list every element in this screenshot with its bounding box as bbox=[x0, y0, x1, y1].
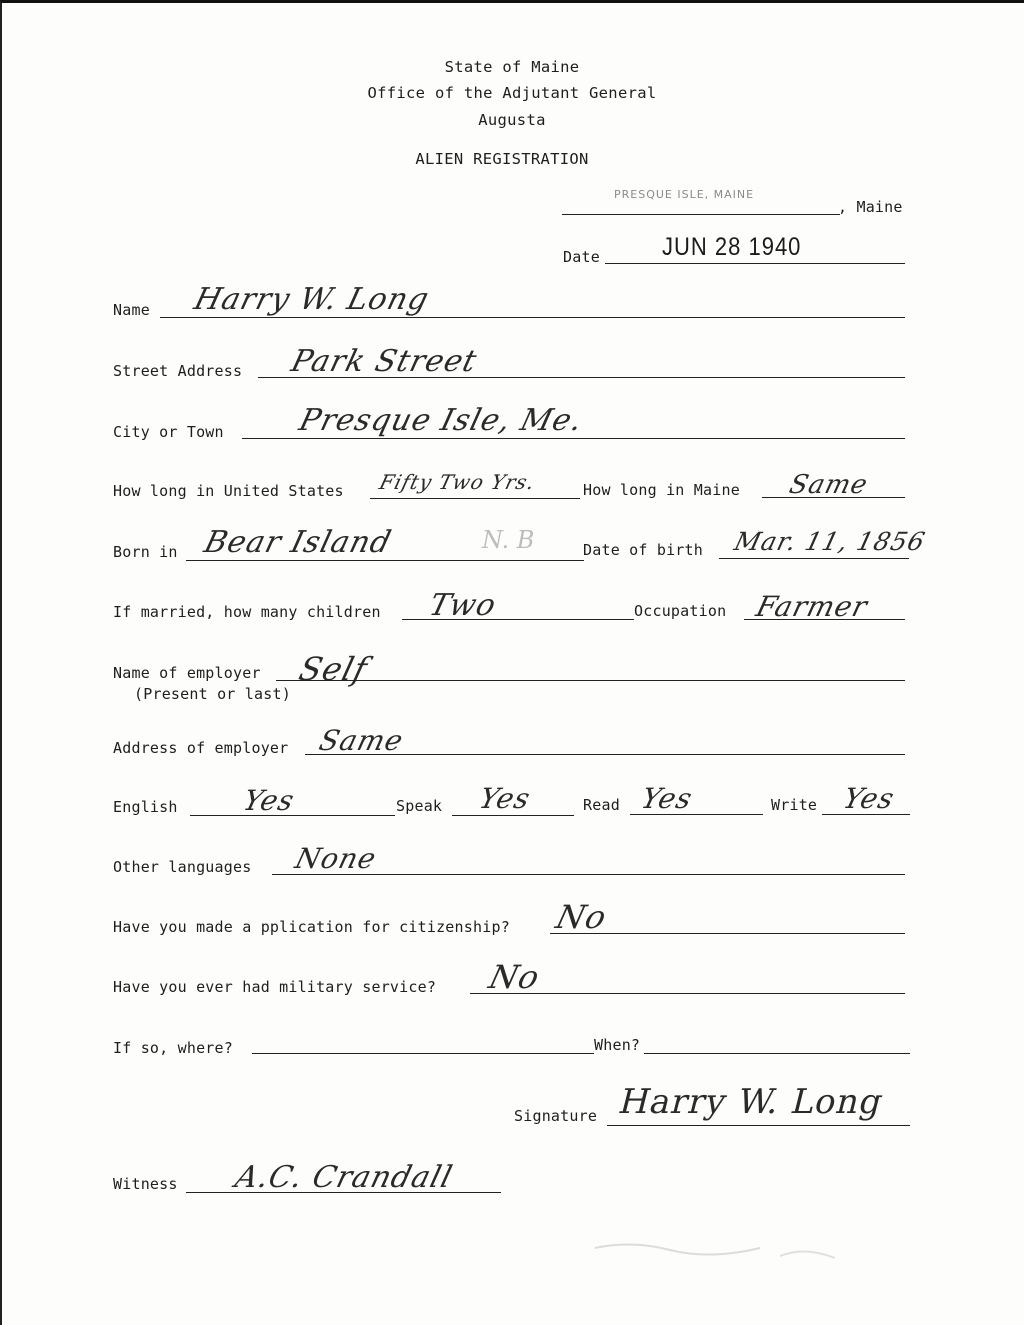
employer-value: Self bbox=[295, 650, 372, 688]
citizenship-value: No bbox=[552, 898, 612, 936]
how-long-maine-line bbox=[762, 497, 905, 498]
city-label: City or Town bbox=[113, 423, 224, 441]
how-long-us-line bbox=[370, 498, 580, 499]
dob-label: Date of birth bbox=[583, 541, 703, 559]
signature-line bbox=[607, 1125, 910, 1126]
place-suffix: , Maine bbox=[838, 198, 903, 216]
header-city: Augusta bbox=[478, 111, 546, 129]
header-state: State of Maine bbox=[444, 58, 580, 76]
employer-address-label: Address of employer bbox=[113, 739, 289, 757]
employer-line bbox=[276, 680, 905, 681]
employer-sublabel: (Present or last) bbox=[134, 685, 291, 703]
date-line bbox=[605, 263, 905, 264]
born-in-line bbox=[186, 560, 584, 561]
place-line bbox=[562, 214, 840, 215]
street-line bbox=[258, 377, 905, 378]
read-line bbox=[630, 814, 763, 815]
dob-value: Mar. 11, 1856 bbox=[731, 527, 929, 556]
street-label: Street Address bbox=[113, 362, 243, 380]
witness-line bbox=[186, 1192, 501, 1193]
write-value: Yes bbox=[839, 782, 899, 815]
citizenship-label: Have you made a pplication for citizenship? bbox=[113, 918, 510, 936]
employer-address-value: Same bbox=[315, 724, 408, 757]
when-line bbox=[644, 1053, 910, 1054]
employer-address-line bbox=[305, 754, 905, 755]
witness-label: Witness bbox=[113, 1175, 178, 1193]
when-label: When? bbox=[594, 1036, 641, 1054]
where-label: If so, where? bbox=[113, 1039, 233, 1057]
header-office: Office of the Adjutant General bbox=[367, 84, 657, 102]
military-line bbox=[470, 993, 905, 994]
military-label: Have you ever had military service? bbox=[113, 978, 437, 996]
witness-value: A.C. Crandall bbox=[231, 1160, 457, 1195]
occupation-line bbox=[744, 619, 905, 620]
children-label: If married, how many children bbox=[113, 603, 381, 621]
how-long-maine-value: Same bbox=[786, 470, 872, 500]
english-value: Yes bbox=[239, 784, 299, 817]
speak-line bbox=[452, 815, 574, 816]
occupation-label: Occupation bbox=[634, 602, 727, 620]
name-label: Name bbox=[113, 301, 150, 319]
write-line bbox=[822, 814, 910, 815]
occupation-value: Farmer bbox=[752, 590, 872, 623]
read-label: Read bbox=[583, 796, 620, 814]
signature-value: Harry W. Long bbox=[615, 1082, 888, 1122]
date-label: Date bbox=[563, 248, 600, 266]
other-languages-line bbox=[272, 874, 905, 875]
signature-label: Signature bbox=[514, 1107, 598, 1125]
street-value: Park Street bbox=[287, 344, 481, 379]
where-line bbox=[252, 1053, 594, 1054]
city-line bbox=[242, 438, 905, 439]
speak-value: Yes bbox=[475, 782, 535, 815]
born-in-value: Bear Island bbox=[200, 525, 396, 560]
employer-label: Name of employer bbox=[113, 664, 261, 682]
other-languages-label: Other languages bbox=[113, 858, 252, 876]
how-long-us-label: How long in United States bbox=[113, 482, 344, 500]
name-line bbox=[160, 317, 905, 318]
city-value: Presque Isle, Me. bbox=[295, 403, 587, 438]
faint-smudge bbox=[590, 1228, 850, 1268]
date-stamp: JUN 28 1940 bbox=[662, 232, 802, 261]
name-value: Harry W. Long bbox=[190, 282, 433, 317]
military-value: No bbox=[485, 958, 545, 996]
place-stamp: PRESQUE ISLE, MAINE bbox=[614, 188, 755, 201]
form-title: ALIEN REGISTRATION bbox=[415, 150, 589, 168]
how-long-maine-label: How long in Maine bbox=[583, 481, 740, 499]
english-line bbox=[190, 815, 395, 816]
citizenship-line bbox=[550, 933, 905, 934]
dob-line bbox=[719, 558, 909, 559]
english-label: English bbox=[113, 798, 178, 816]
other-languages-value: None bbox=[291, 842, 381, 875]
children-value: Two bbox=[425, 588, 501, 623]
speak-label: Speak bbox=[396, 797, 443, 815]
read-value: Yes bbox=[637, 782, 697, 815]
write-label: Write bbox=[771, 796, 818, 814]
children-line bbox=[402, 619, 634, 620]
born-in-label: Born in bbox=[113, 543, 178, 561]
how-long-us-value: Fifty Two Yrs. bbox=[377, 470, 538, 494]
born-note: N. B bbox=[482, 526, 535, 554]
